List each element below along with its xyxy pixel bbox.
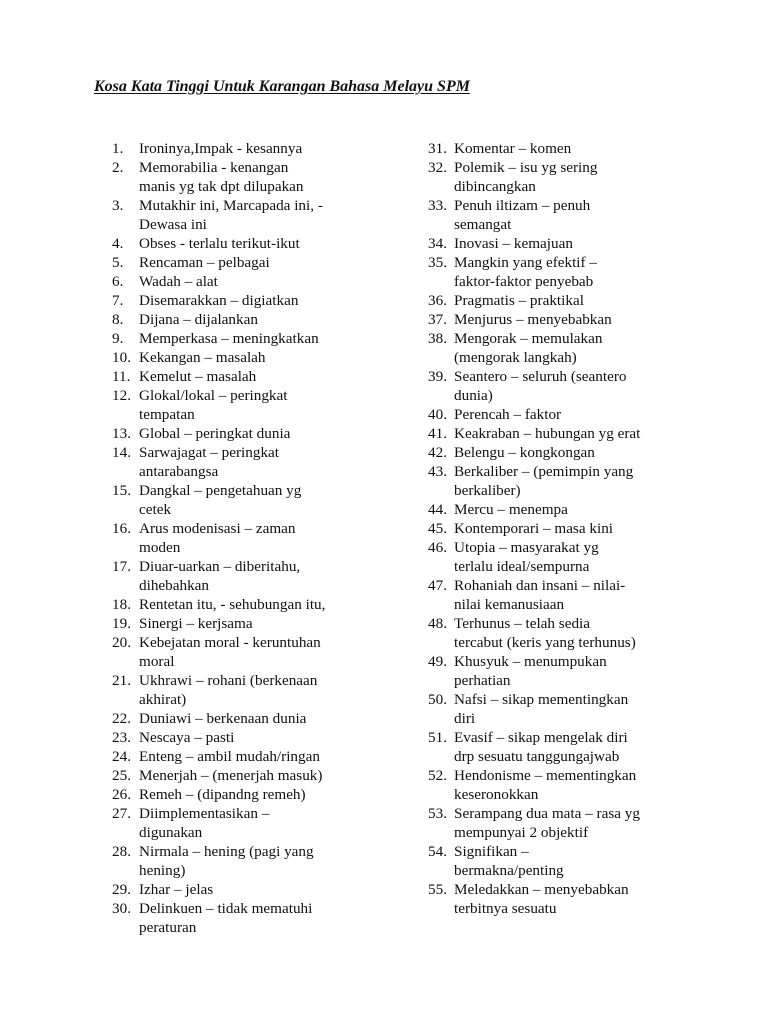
item-number: 7. <box>112 292 124 309</box>
item-text-line: mempunyai 2 objektif <box>454 824 589 841</box>
item-text-line: Diuar-uarkan – diberitahu, <box>139 558 301 575</box>
item-text-line: Disemarakkan – digiatkan <box>139 292 299 309</box>
item-text <box>139 443 402 481</box>
item-text <box>139 386 402 424</box>
item-text-line: Memperkasa – meningkatkan <box>139 330 319 347</box>
item-text <box>454 291 758 310</box>
vocabulary-item <box>428 614 758 652</box>
item-number: 35. <box>428 254 447 271</box>
item-text <box>139 614 402 633</box>
vocabulary-item <box>428 462 758 500</box>
item-text-line: Keakraban – hubungan yg erat <box>454 425 641 442</box>
vocabulary-item <box>428 443 758 462</box>
item-text-line: Sarwajagat – peringkat <box>139 444 280 461</box>
item-text-line: Remeh – (dipandng remeh) <box>139 786 306 803</box>
item-number: 53. <box>428 805 447 822</box>
item-text <box>454 443 758 462</box>
vocabulary-item <box>112 633 402 671</box>
item-text <box>454 405 758 424</box>
item-text <box>139 633 402 671</box>
item-text-line: nilai kemanusiaan <box>454 596 565 613</box>
vocabulary-item <box>428 500 758 519</box>
item-text-line: Menerjah – (menerjah masuk) <box>139 767 323 784</box>
item-text-line: semangat <box>454 216 512 233</box>
item-text-line: manis yg tak dpt dilupakan <box>139 178 304 195</box>
item-text-line: peraturan <box>139 919 197 936</box>
item-text <box>139 196 402 234</box>
item-text-line: (mengorak langkah) <box>454 349 577 366</box>
item-number: 23. <box>112 729 131 746</box>
vocabulary-item <box>428 291 758 310</box>
item-number: 4. <box>112 235 124 252</box>
item-text-line: Izhar – jelas <box>139 881 214 898</box>
vocabulary-item <box>112 367 402 386</box>
item-text <box>454 652 758 690</box>
item-text-line: dibincangkan <box>454 178 536 195</box>
vocabulary-item <box>112 310 402 329</box>
item-number: 2. <box>112 159 124 176</box>
item-text-line: digunakan <box>139 824 203 841</box>
item-number: 11. <box>112 368 131 385</box>
item-text-line: Wadah – alat <box>139 273 218 290</box>
vocabulary-item <box>428 804 758 842</box>
vocabulary-item <box>112 747 402 766</box>
item-text-line: tempatan <box>139 406 195 423</box>
vocabulary-item <box>428 519 758 538</box>
item-number: 12. <box>112 387 131 404</box>
item-text <box>139 671 402 709</box>
vocabulary-item <box>428 690 758 728</box>
item-text-line: Nirmala – hening (pagi yang <box>139 843 314 860</box>
item-number: 20. <box>112 634 131 651</box>
item-text-line: Ironinya,Impak - kesannya <box>139 140 303 157</box>
item-text-line: terlalu ideal/sempurna <box>454 558 590 575</box>
item-text-line: Duniawi – berkenaan dunia <box>139 710 307 727</box>
item-text-line: Enteng – ambil mudah/ringan <box>139 748 320 765</box>
item-number: 52. <box>428 767 447 784</box>
item-number: 40. <box>428 406 447 423</box>
item-text <box>454 880 758 918</box>
vocabulary-item <box>428 652 758 690</box>
item-number: 21. <box>112 672 131 689</box>
item-text <box>139 557 402 595</box>
item-text <box>454 500 758 519</box>
item-text-line: antarabangsa <box>139 463 219 480</box>
item-number: 44. <box>428 501 447 518</box>
item-text-line: Evasif – sikap mengelak diri <box>454 729 628 746</box>
vocabulary-item <box>112 348 402 367</box>
item-number: 32. <box>428 159 447 176</box>
item-text-line: Komentar – komen <box>454 140 572 157</box>
item-text <box>139 899 402 937</box>
item-text-line: hening) <box>139 862 186 879</box>
item-number: 22. <box>112 710 131 727</box>
item-text-line: Mengorak – memulakan <box>454 330 603 347</box>
item-number: 16. <box>112 520 131 537</box>
item-text <box>139 481 402 519</box>
item-text <box>139 747 402 766</box>
item-text <box>139 272 402 291</box>
item-number: 49. <box>428 653 447 670</box>
vocabulary-item <box>112 158 402 196</box>
item-text-line: Utopia – masyarakat yg <box>454 539 599 556</box>
item-text <box>454 614 758 652</box>
item-number: 39. <box>428 368 447 385</box>
item-text-line: Rentetan itu, - sehubungan itu, <box>139 596 326 613</box>
vocabulary-item <box>112 519 402 557</box>
item-text <box>139 709 402 728</box>
item-text-line: Rohaniah dan insani – nilai- <box>454 577 626 594</box>
item-text-line: berkaliber) <box>454 482 521 499</box>
item-text <box>454 329 758 367</box>
vocabulary-item <box>428 842 758 880</box>
item-number: 30. <box>112 900 131 917</box>
vocabulary-item <box>428 367 758 405</box>
item-text <box>454 538 758 576</box>
item-text <box>139 310 402 329</box>
item-number: 1. <box>112 140 124 157</box>
item-text-line: Global – peringkat dunia <box>139 425 291 442</box>
item-text <box>139 291 402 310</box>
item-text-line: Glokal/lokal – peringkat <box>139 387 288 404</box>
item-text <box>139 519 402 557</box>
item-text-line: Mercu – menempa <box>454 501 568 518</box>
vocabulary-item <box>112 766 402 785</box>
vocabulary-item <box>428 196 758 234</box>
item-number: 42. <box>428 444 447 461</box>
vocabulary-item <box>112 196 402 234</box>
item-text-line: Rencaman – pelbagai <box>139 254 270 271</box>
item-text <box>139 804 402 842</box>
vocabulary-item <box>428 139 758 158</box>
item-text-line: Kontemporari – masa kini <box>454 520 614 537</box>
item-text-line: keseronokkan <box>454 786 539 803</box>
item-text-line: Diimplementasikan – <box>139 805 270 822</box>
item-text <box>139 253 402 272</box>
item-text <box>139 842 402 880</box>
item-number: 24. <box>112 748 131 765</box>
vocabulary-item <box>428 424 758 443</box>
item-text-line: moden <box>139 539 181 556</box>
vocabulary-item <box>112 557 402 595</box>
item-text-line: akhirat) <box>139 691 187 708</box>
item-number: 46. <box>428 539 447 556</box>
item-text <box>139 728 402 747</box>
item-number: 29. <box>112 881 131 898</box>
item-number: 9. <box>112 330 124 347</box>
item-number: 28. <box>112 843 131 860</box>
item-text-line: Polemik – isu yg sering <box>454 159 598 176</box>
vocabulary-item <box>112 804 402 842</box>
item-number: 27. <box>112 805 131 822</box>
item-number: 17. <box>112 558 131 575</box>
item-text-line: Inovasi – kemajuan <box>454 235 573 252</box>
item-number: 15. <box>112 482 131 499</box>
vocabulary-list-right <box>428 139 758 918</box>
item-number: 18. <box>112 596 131 613</box>
vocabulary-item <box>112 329 402 348</box>
item-number: 6. <box>112 273 124 290</box>
vocabulary-item <box>428 405 758 424</box>
vocabulary-item <box>112 272 402 291</box>
vocabulary-item <box>112 785 402 804</box>
vocabulary-item <box>112 234 402 253</box>
item-text-line: faktor-faktor penyebab <box>454 273 594 290</box>
item-text-line: diri <box>454 710 476 727</box>
item-text-line: cetek <box>139 501 172 518</box>
item-text-line: Meledakkan – menyebabkan <box>454 881 629 898</box>
item-number: 10. <box>112 349 131 366</box>
item-number: 54. <box>428 843 447 860</box>
vocabulary-item <box>112 139 402 158</box>
item-number: 55. <box>428 881 447 898</box>
item-number: 3. <box>112 197 124 214</box>
vocabulary-item <box>112 728 402 747</box>
item-text <box>454 253 758 291</box>
item-text-line: Obses - terlalu terikut-ikut <box>139 235 300 252</box>
vocabulary-item <box>112 291 402 310</box>
item-text <box>139 595 402 614</box>
item-text <box>454 766 758 804</box>
item-text-line: Memorabilia - kenangan <box>139 159 289 176</box>
item-text-line: Mangkin yang efektif – <box>454 254 597 271</box>
item-text <box>139 329 402 348</box>
item-text <box>454 196 758 234</box>
vocabulary-item <box>112 899 402 937</box>
item-text-line: terbitnya sesuatu <box>454 900 557 917</box>
item-text <box>139 424 402 443</box>
item-text <box>139 880 402 899</box>
vocabulary-item <box>112 880 402 899</box>
vocabulary-item <box>112 481 402 519</box>
vocabulary-item <box>428 234 758 253</box>
vocabulary-item <box>112 842 402 880</box>
item-text <box>454 462 758 500</box>
item-number: 8. <box>112 311 124 328</box>
item-number: 31. <box>428 140 447 157</box>
vocabulary-item <box>428 880 758 918</box>
item-text-line: Signifikan – <box>454 843 529 860</box>
item-text <box>454 728 758 766</box>
vocabulary-item <box>112 595 402 614</box>
item-text-line: Dewasa ini <box>139 216 207 233</box>
item-text <box>454 310 758 329</box>
item-text-line: drp sesuatu tanggungajwab <box>454 748 620 765</box>
item-text <box>139 139 402 158</box>
item-text-line: Delinkuen – tidak mematuhi <box>139 900 313 917</box>
item-text-line: Kebejatan moral - keruntuhan <box>139 634 321 651</box>
item-number: 34. <box>428 235 447 252</box>
item-number: 41. <box>428 425 447 442</box>
item-text <box>454 690 758 728</box>
item-text <box>454 234 758 253</box>
vocabulary-item <box>428 766 758 804</box>
vocabulary-list-left <box>112 139 402 937</box>
item-number: 25. <box>112 767 131 784</box>
item-text-line: Dangkal – pengetahuan yg <box>139 482 302 499</box>
item-text-line: Terhunus – telah sedia <box>454 615 591 632</box>
document-title: Kosa Kata Tinggi Untuk Karangan Bahasa Melayu SPM <box>94 78 470 95</box>
item-text-line: Mutakhir ini, Marcapada ini, - <box>139 197 323 214</box>
vocabulary-item <box>428 576 758 614</box>
item-number: 51. <box>428 729 447 746</box>
item-number: 43. <box>428 463 447 480</box>
item-text <box>454 842 758 880</box>
vocabulary-item <box>428 728 758 766</box>
item-text-line: Khusyuk – menumpukan <box>454 653 607 670</box>
item-number: 13. <box>112 425 131 442</box>
item-text-line: tercabut (keris yang terhunus) <box>454 634 636 651</box>
item-text-line: bermakna/penting <box>454 862 564 879</box>
item-text <box>454 139 758 158</box>
item-number: 36. <box>428 292 447 309</box>
item-text-line: Kemelut – masalah <box>139 368 257 385</box>
item-number: 26. <box>112 786 131 803</box>
vocabulary-item <box>428 158 758 196</box>
item-number: 48. <box>428 615 447 632</box>
vocabulary-item <box>112 253 402 272</box>
item-text <box>454 804 758 842</box>
item-number: 38. <box>428 330 447 347</box>
item-text-line: Belengu – kongkongan <box>454 444 595 461</box>
item-text <box>139 766 402 785</box>
item-number: 14. <box>112 444 131 461</box>
item-text-line: Arus modenisasi – zaman <box>139 520 296 537</box>
item-text-line: Kekangan – masalah <box>139 349 266 366</box>
item-text-line: Penuh iltizam – penuh <box>454 197 591 214</box>
item-text-line: dunia) <box>454 387 493 404</box>
vocabulary-item <box>428 310 758 329</box>
vocabulary-item <box>428 329 758 367</box>
item-text-line: Pragmatis – praktikal <box>454 292 584 309</box>
item-text-line: Nafsi – sikap mementingkan <box>454 691 629 708</box>
vocabulary-item <box>112 386 402 424</box>
item-text <box>139 348 402 367</box>
item-number: 45. <box>428 520 447 537</box>
item-text-line: Sinergi – kerjsama <box>139 615 253 632</box>
vocabulary-item <box>112 671 402 709</box>
item-number: 37. <box>428 311 447 328</box>
item-text-line: Dijana – dijalankan <box>139 311 258 328</box>
item-text <box>454 424 758 443</box>
item-text-line: perhatian <box>454 672 511 689</box>
item-text <box>454 158 758 196</box>
item-text-line: Berkaliber – (pemimpin yang <box>454 463 634 480</box>
vocabulary-item <box>428 253 758 291</box>
vocabulary-item <box>112 424 402 443</box>
item-text-line: Hendonisme – mementingkan <box>454 767 637 784</box>
item-text <box>139 367 402 386</box>
item-text-line: moral <box>139 653 175 670</box>
item-text <box>139 234 402 253</box>
item-text <box>454 519 758 538</box>
item-number: 5. <box>112 254 124 271</box>
vocabulary-item <box>112 709 402 728</box>
item-text <box>139 785 402 804</box>
item-text-line: Nescaya – pasti <box>139 729 235 746</box>
item-number: 47. <box>428 577 447 594</box>
item-number: 33. <box>428 197 447 214</box>
item-text-line: Serampang dua mata – rasa yg <box>454 805 640 822</box>
item-number: 19. <box>112 615 131 632</box>
item-text-line: Perencah – faktor <box>454 406 562 423</box>
item-number: 50. <box>428 691 447 708</box>
item-text-line: dihebahkan <box>139 577 210 594</box>
item-text-line: Seantero – seluruh (seantero <box>454 368 627 385</box>
vocabulary-item <box>112 443 402 481</box>
vocabulary-item <box>428 538 758 576</box>
item-text-line: Menjurus – menyebabkan <box>454 311 612 328</box>
item-text <box>139 158 402 196</box>
item-text <box>454 367 758 405</box>
vocabulary-item <box>112 614 402 633</box>
item-text <box>454 576 758 614</box>
item-text-line: Ukhrawi – rohani (berkenaan <box>139 672 318 689</box>
